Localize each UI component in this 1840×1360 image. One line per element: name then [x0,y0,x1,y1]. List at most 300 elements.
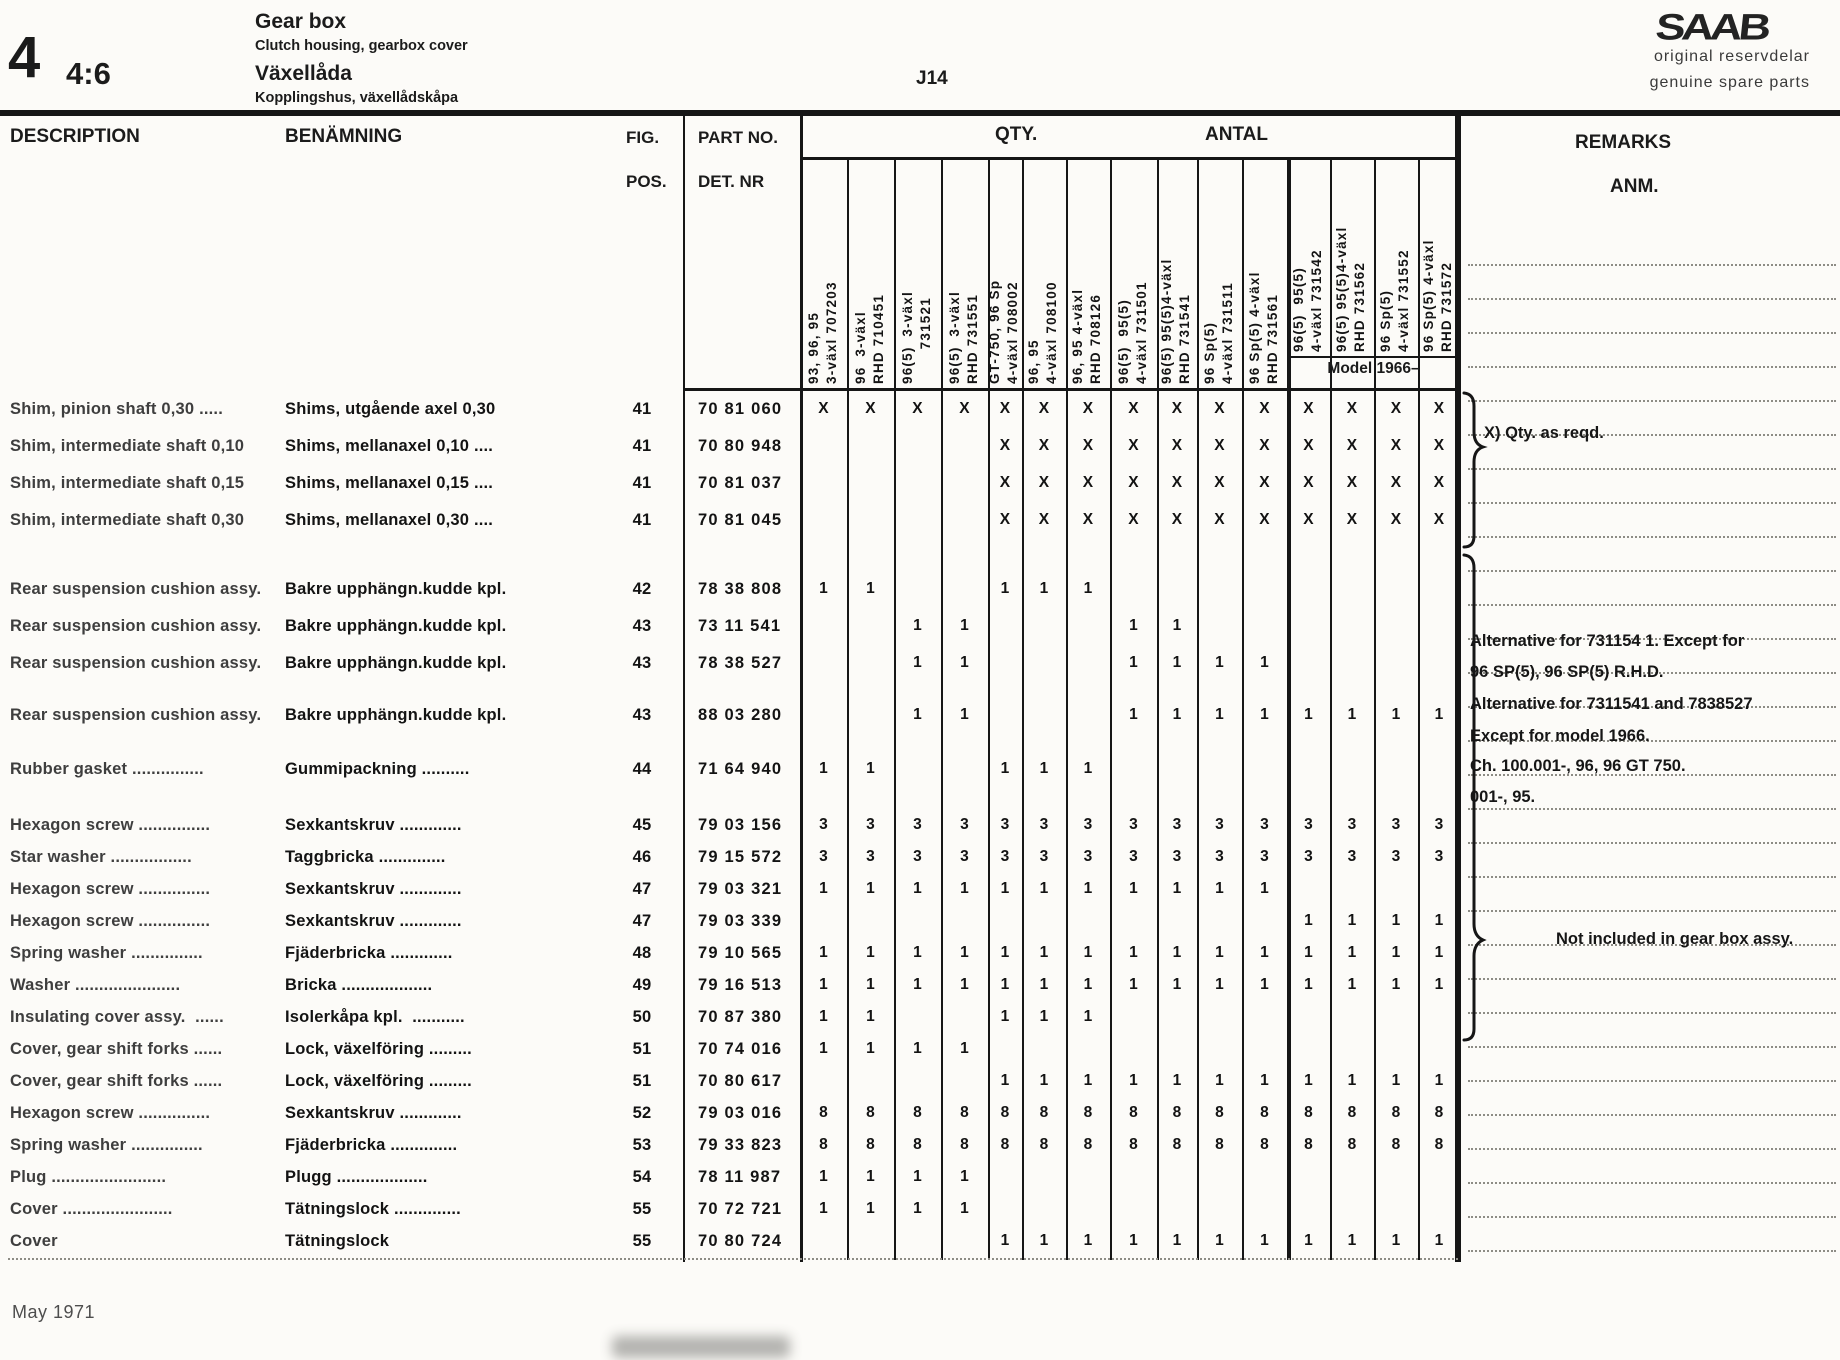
row-fig-pos: 44 [632,760,652,778]
qty-column-header-line: 96 Sp(5) [1201,321,1217,384]
row-description: Spring washer ............... [10,944,203,962]
row-fig-pos: 43 [632,654,652,672]
qty-cell: 8 [960,1104,969,1121]
qty-cell: 1 [960,1200,969,1217]
qty-cell: 1 [866,976,875,993]
row-description: Plug ........................ [10,1168,167,1186]
qty-cell: 1 [1347,1072,1357,1089]
qty-cell: X [1303,474,1314,491]
row-part-no: 70 81 045 [698,511,783,529]
qty-cell: X [1433,437,1445,454]
qty-cell: 1 [1129,617,1138,634]
qty-column-header-line: RHD 708126 [1087,293,1103,384]
qty-cell: 1 [1000,1232,1010,1249]
qty-cell: X [1128,437,1139,454]
qty-cell: 8 [1347,1104,1357,1121]
qty-cell: 1 [1304,1232,1313,1249]
qty-cell: 1 [866,880,875,897]
brace-not-included [1454,552,1488,1044]
qty-cell: 1 [1039,1008,1049,1025]
qty-cell: 1 [1347,706,1357,723]
qty-column-header-line: RHD 731541 [1176,293,1192,384]
qty-cell: 1 [960,1040,969,1057]
qty-cell: 3 [1391,848,1401,865]
qty-cell: X [1128,400,1139,417]
qty-cell: 1 [1172,1072,1182,1089]
qty-cell: 1 [1391,1232,1401,1249]
qty-cell: 8 [1039,1104,1049,1121]
qty-column-header-line: 96 3-växl [852,311,868,384]
qty-cell: 1 [913,976,922,993]
row-fig-pos: 51 [632,1040,652,1058]
qty-cell: 1 [866,1008,875,1025]
qty-cell: 8 [1434,1104,1444,1121]
qty-cell: X [865,400,876,417]
col-header-anm: ANM. [1610,176,1659,197]
qty-cell: 1 [1215,880,1224,897]
qty-cell: X [999,400,1011,417]
row-benamning: Shims, utgående axel 0,30 [285,400,496,418]
qty-cell: X [1082,437,1094,454]
qty-cell: 1 [1172,880,1182,897]
qty-cell: 1 [1083,580,1093,597]
row-fig-pos: 51 [632,1072,652,1090]
qty-cell: 1 [1000,1072,1010,1089]
qty-cell: X [1433,474,1445,491]
top-rule [0,110,1840,116]
row-fig-pos: 47 [632,912,652,930]
qty-column-header [1377,137,1415,352]
row-benamning: Taggbricka .............. [285,848,446,866]
qty-cell: 1 [1083,976,1093,993]
qty-cell: 1 [1000,760,1010,777]
row-description: Rear suspension cushion assy. [10,654,262,672]
qty-cell: 1 [1260,1232,1269,1249]
row-part-no: 70 72 721 [698,1200,783,1218]
qty-cell: 3 [1039,816,1049,833]
qty-cell: 1 [1039,1072,1049,1089]
qty-column-header-line: 96 Sp(5) 4-växl [1421,239,1436,352]
qty-column-header-line: 96(5) 95(5)4-växl [1334,226,1349,352]
qty-cell: 3 [1434,848,1444,865]
qty-cell: 1 [913,617,922,634]
qty-cell: 3 [819,816,828,833]
qty-cell: 8 [913,1136,922,1153]
qty-cell: X [1346,437,1358,454]
qty-cell: 1 [1000,880,1010,897]
dotted-rule [1468,366,1836,368]
qty-column-header [1420,137,1458,352]
qty-cell: X [1171,511,1183,528]
qty-cell: 1 [1172,617,1182,634]
qty-cell: 8 [1039,1136,1049,1153]
qty-column-header [899,169,937,384]
qty-cell: 1 [1129,976,1138,993]
qty-cell: 8 [819,1104,828,1121]
dotted-rule [1468,910,1836,912]
qty-column-header-line: 3-växl 707203 [823,281,838,384]
qty-cell: 1 [960,1168,969,1185]
qty-column-header [1290,137,1328,352]
qty-cell: 1 [1129,944,1138,961]
qty-cell: X [999,474,1011,491]
qty-cell: 1 [960,654,969,671]
partno-grid-divider [800,112,803,1262]
row-fig-pos: 53 [632,1136,652,1154]
row-benamning: Bakre upphängn.kudde kpl. [285,654,507,672]
row-part-no: 70 81 037 [698,474,783,492]
col-header-benamning: BENÄMNING [285,126,403,147]
qty-cell: 8 [1304,1136,1313,1153]
row-part-no: 71 64 940 [698,760,783,778]
qty-cell: X [1346,400,1358,417]
qty-cell: 1 [1039,760,1049,777]
qty-cell: 3 [913,816,922,833]
qty-cell: 3 [913,848,922,865]
qty-cell: X [1038,400,1050,417]
row-fig-pos: 54 [632,1168,652,1186]
row-part-no: 70 80 948 [698,437,783,455]
row-benamning: Sexkantskruv ............. [285,912,462,930]
qty-cell: X [1171,474,1183,491]
qty-cell: 1 [1347,976,1357,993]
dotted-rule [1468,502,1836,504]
row-fig-pos: 41 [632,511,652,529]
row-description: Cover, gear shift forks ...... [10,1072,223,1090]
qty-cell: 1 [1347,912,1357,929]
qty-cell: 1 [1391,1072,1401,1089]
qty-column-header [1115,169,1153,384]
qty-cell: 1 [1083,1008,1093,1025]
row-benamning: Sexkantskruv ............. [285,816,462,834]
dotted-rule [1468,1148,1836,1150]
qty-cell: X [1303,511,1314,528]
qty-cell: 1 [1083,880,1093,897]
remark-note: Alternative for 731154 1. Except for [1470,632,1745,650]
row-part-no: 79 03 016 [698,1104,783,1122]
qty-cell: X [1038,437,1050,454]
dotted-rule [1468,808,1836,810]
qty-column-header [1333,137,1371,352]
dotted-rule [1468,1216,1836,1218]
qty-cell: 8 [960,1136,969,1153]
qty-cell: X [999,511,1011,528]
qty-cell: 1 [1000,1008,1010,1025]
qty-cell: 1 [1083,1072,1093,1089]
qty-cell: X [1346,474,1358,491]
qty-cell: 1 [1129,706,1138,723]
qty-cell: 8 [1000,1136,1010,1153]
dotted-rule [1468,1080,1836,1082]
qty-column-header [1025,169,1063,384]
subtitle-swedish: Kopplingshus, växellådskåpa [255,90,459,106]
qty-cell: 8 [1129,1136,1138,1153]
qty-grid-line [1066,158,1068,1260]
qty-cell: 1 [1172,654,1182,671]
qty-cell: 3 [1347,816,1357,833]
qty-cell: X [1082,400,1094,417]
qty-cell: X [1038,474,1050,491]
qty-cell: X [1171,400,1183,417]
qty-cell: 8 [913,1104,922,1121]
qty-cell: 1 [819,1200,828,1217]
qty-cell: X [959,400,970,417]
last-row-dotted-rule [8,1258,1458,1260]
qty-cell: 3 [1391,816,1401,833]
col-header-description: DESCRIPTION [10,126,140,147]
qty-cell: 8 [1260,1136,1269,1153]
qty-cell: 1 [1304,912,1313,929]
qty-cell: 3 [1129,848,1138,865]
row-benamning: Isolerkåpa kpl. ........... [285,1008,465,1026]
qty-column-header-line: RHD 731561 [1264,293,1279,384]
subtitle-english: Clutch housing, gearbox cover [255,38,468,54]
row-description: Cover, gear shift forks ...... [10,1040,223,1058]
qty-cell: X [1128,474,1139,491]
qty-column-header-line: RHD 710451 [870,293,885,384]
row-description: Rubber gasket ............... [10,760,204,778]
qty-cell: 1 [1215,1072,1224,1089]
qty-cell: 1 [1129,1072,1138,1089]
qty-cell: X [1082,511,1094,528]
row-description: Shim, intermediate shaft 0,30 [10,511,245,529]
qty-cell: 3 [1000,816,1010,833]
row-benamning: Sexkantskruv ............. [285,880,462,898]
row-description: Rear suspension cushion assy. [10,580,262,598]
qty-cell: 1 [1039,580,1049,597]
qty-grid-line [847,158,849,1260]
qty-cell: 1 [866,760,875,777]
qty-cell: 8 [1083,1104,1093,1121]
qty-cell: 1 [913,944,922,961]
row-benamning: Tätningslock [285,1232,390,1250]
qty-cell: 3 [1304,816,1313,833]
qty-cell: 3 [1083,816,1093,833]
row-fig-pos: 43 [632,617,652,635]
qty-cell: 1 [1129,654,1138,671]
qty-cell: 1 [1391,706,1401,723]
qty-cell: 1 [1129,1232,1138,1249]
title-swedish: Växellåda [255,62,352,85]
brand-tagline-english: genuine spare parts [1649,74,1810,91]
row-fig-pos: 41 [632,400,652,418]
row-fig-pos: 48 [632,944,652,962]
row-description: Cover [10,1232,58,1250]
row-description: Cover ....................... [10,1200,173,1218]
qty-cell: 1 [1215,976,1224,993]
dotted-rule [1468,1182,1836,1184]
qty-cell: X [1303,400,1314,417]
row-benamning: Gummipackning .......... [285,760,470,778]
qty-cell: 3 [1260,848,1269,865]
qty-cell: X [1259,511,1270,528]
row-part-no: 78 11 987 [698,1168,782,1186]
qty-cell: X [912,400,923,417]
qty-cell: 1 [1215,944,1224,961]
remark-note: Not included in gear box assy. [1556,930,1794,948]
qty-cell: X [1128,511,1139,528]
row-benamning: Tätningslock .............. [285,1200,461,1218]
row-benamning: Shims, mellanaxel 0,30 .... [285,511,494,529]
row-fig-pos: 52 [632,1104,652,1122]
qty-cell: 1 [960,976,969,993]
qty-cell: 1 [1129,880,1138,897]
plate-reference: J14 [916,68,948,89]
qty-cell: 1 [1083,944,1093,961]
qty-cell: 8 [1304,1104,1313,1121]
qty-cell: 1 [1434,1072,1444,1089]
section-reference: 4:6 [66,56,111,91]
qty-cell: 1 [960,880,969,897]
qty-column-header [1069,169,1107,384]
qty-cell: 8 [1172,1136,1182,1153]
qty-cell: 3 [1304,848,1313,865]
qty-cell: X [1390,437,1402,454]
qty-cell: 3 [960,848,969,865]
qty-column-header-line: 96(5) 95(5) [1115,299,1131,384]
qty-cell: 1 [819,1040,828,1057]
qty-cell: X [1038,511,1050,528]
qty-cell: 1 [913,1168,922,1185]
qty-column-header-line: 96, 95 4-växl [1070,288,1085,384]
qty-cell: 8 [1000,1104,1010,1121]
remark-note: 96 SP(5), 96 SP(5) R.H.D. [1470,663,1664,681]
row-fig-pos: 55 [632,1232,652,1250]
row-benamning: Shims, mellanaxel 0,10 .... [285,437,494,455]
qty-column-header-line: GT-750, 96 Sp [987,279,1002,384]
qty-cell: 1 [1039,880,1049,897]
row-fig-pos: 41 [632,437,652,455]
qty-cell: X [1346,511,1358,528]
qty-cell: X [818,400,829,417]
qty-column-header-line: 96 Sp(5) [1378,289,1393,352]
row-benamning: Lock, växelföring ......... [285,1040,472,1058]
dotted-rule [1468,264,1836,266]
qty-cell: X [1214,511,1225,528]
qty-cell: 1 [1215,1232,1224,1249]
qty-cell: 1 [819,1008,828,1025]
row-part-no: 79 10 565 [698,944,783,962]
qty-column-header [852,169,890,384]
qty-cell: 1 [1434,912,1444,929]
row-description: Hexagon screw ............... [10,816,211,834]
qty-column-header-line: 4-växl 731542 [1308,249,1323,352]
qty-column-header [986,169,1024,384]
qty-column-header-line: 4-växl 708100 [1043,281,1059,384]
row-description: Shim, intermediate shaft 0,15 [10,474,245,492]
row-benamning: Bakre upphängn.kudde kpl. [285,706,507,724]
row-fig-pos: 46 [632,848,652,866]
col-header-qty: QTY. [995,124,1038,145]
col-header-remarks: REMARKS [1575,132,1672,153]
qty-cell: 1 [819,580,828,597]
qty-cell: X [1433,511,1445,528]
qty-cell: 8 [866,1136,875,1153]
qty-cell: 3 [1260,816,1269,833]
row-benamning: Bakre upphängn.kudde kpl. [285,617,507,635]
qty-cell: 3 [1000,848,1010,865]
qty-cell: 8 [1434,1136,1444,1153]
brace-qty-as-required [1454,390,1488,550]
dotted-rule [1468,536,1836,538]
qty-cell: 1 [1304,944,1313,961]
row-fig-pos: 42 [632,580,652,598]
remark-note: X) Qty. as reqd. [1484,424,1604,442]
qty-cell: 1 [1347,1232,1357,1249]
row-description: Rear suspension cushion assy. [10,617,262,635]
row-part-no: 79 03 339 [698,912,783,930]
qty-cell: 1 [1434,706,1444,723]
row-part-no: 73 11 541 [698,617,782,635]
qty-cell: 3 [1083,848,1093,865]
qty-cell: X [1259,400,1270,417]
qty-column-header-line: 96(5) 3-växl [899,291,915,384]
qty-cell: X [1390,400,1402,417]
qty-cell: 3 [1215,816,1224,833]
row-fig-pos: 50 [632,1008,652,1026]
qty-cell: 1 [1434,976,1444,993]
row-part-no: 79 15 572 [698,848,783,866]
row-part-no: 70 81 060 [698,400,783,418]
qty-cell: 1 [819,760,828,777]
dotted-rule [1468,604,1836,606]
dotted-rule [1468,876,1836,878]
row-part-no: 79 16 513 [698,976,783,994]
qty-cell: 1 [1260,944,1269,961]
qty-cell: X [1303,437,1314,454]
qty-column-header-line: 96, 95 [1026,339,1041,384]
dotted-rule [1468,400,1836,402]
qty-cell: 1 [1434,944,1444,961]
row-part-no: 88 03 280 [698,706,783,724]
row-part-no: 79 03 156 [698,816,783,834]
qty-column-header-line: 4-växl 731552 [1395,249,1411,352]
qty-cell: X [1390,511,1402,528]
row-fig-pos: 55 [632,1200,652,1218]
qty-cell: 1 [819,944,828,961]
qty-cell: 3 [1347,848,1357,865]
qty-cell: 1 [913,654,922,671]
remark-note: Except for model 1966. [1470,727,1650,745]
qty-cell: 1 [866,1168,875,1185]
qty-cell: 1 [1260,880,1269,897]
qty-cell: 1 [1391,912,1401,929]
qty-cell: 1 [913,1040,922,1057]
qty-cell: 1 [866,1200,875,1217]
qty-cell: 1 [913,706,922,723]
qty-cell: 1 [1260,706,1269,723]
qty-cell: 8 [1083,1136,1093,1153]
figpos-partno-divider [683,112,685,1262]
qty-cell: X [1214,400,1225,417]
qty-cell: 1 [1391,944,1401,961]
qty-cell: 1 [1260,654,1269,671]
qty-cell: X [1259,437,1270,454]
qty-cell: 3 [1172,848,1182,865]
qty-column-header-line: 96(5) 3-växl [946,291,962,384]
qty-cell: 1 [1039,1232,1049,1249]
col-header-pos: POS. [626,172,667,191]
qty-column-header-line: 4-växl 708002 [1004,281,1020,384]
qty-cell: 1 [1172,706,1182,723]
qty-cell: 1 [1172,944,1182,961]
row-benamning: Shims, mellanaxel 0,15 .... [285,474,494,492]
row-benamning: Bakre upphängn.kudde kpl. [285,580,507,598]
qty-cell: 8 [1129,1104,1138,1121]
row-part-no: 79 03 321 [698,880,783,898]
row-benamning: Fjäderbricka .............. [285,1136,458,1154]
row-description: Shim, intermediate shaft 0,10 [10,437,245,455]
